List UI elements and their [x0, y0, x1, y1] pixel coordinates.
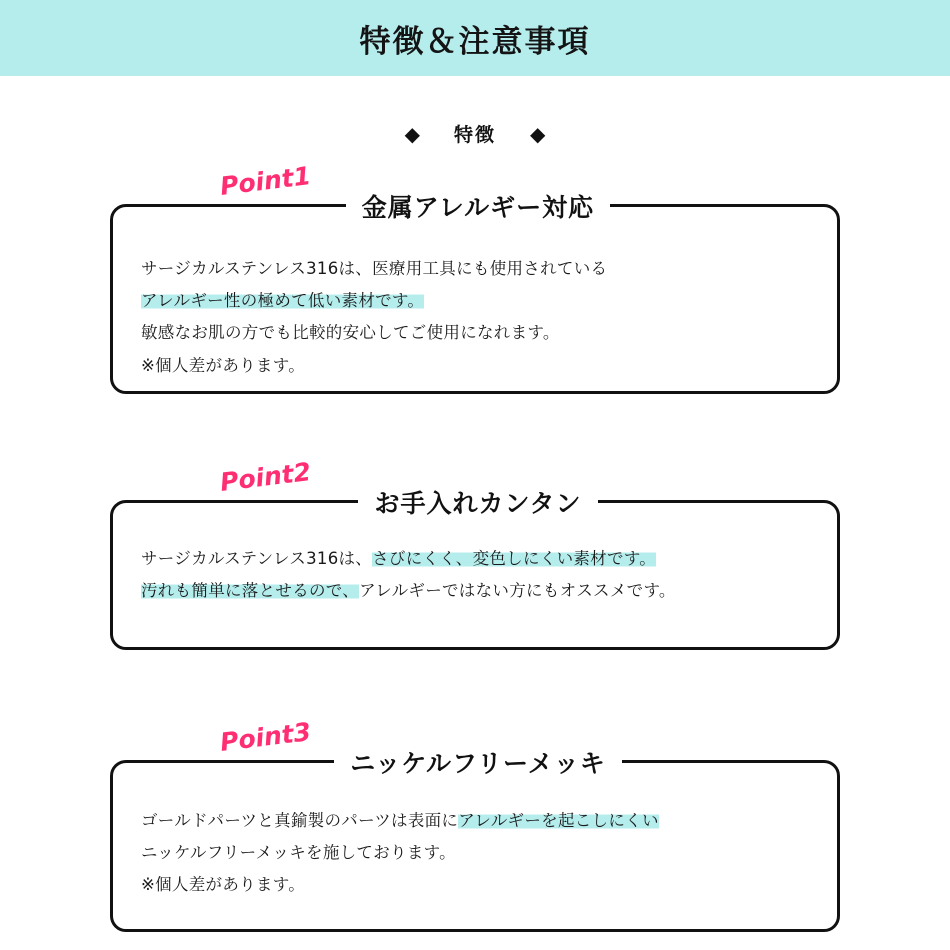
- diamond-right-icon: ◆: [530, 121, 546, 146]
- body-line: [141, 317, 809, 349]
- point-card-1: [110, 193, 840, 394]
- point-card-body-1: [113, 207, 837, 382]
- section-heading: [0, 120, 950, 147]
- point-card-body-3: [113, 763, 837, 902]
- page-title: 特徴＆注意事項: [359, 23, 591, 60]
- point-card-title-3: ニッケルフリーメッキ: [334, 744, 622, 780]
- body-text-plain: ゴールドパーツと真鍮製のパーツは表面に: [141, 811, 459, 830]
- point-card-title-1: 金属アレルギー対応: [346, 188, 610, 224]
- body-text-plain: ※個人差があります。: [141, 875, 306, 895]
- point-card-title-2: お手入れカンタン: [358, 484, 597, 520]
- body-line: [141, 575, 809, 607]
- point-badge-1: Point1: [218, 161, 313, 201]
- point-badge-3: Point3: [218, 717, 313, 757]
- body-text-plain: ※個人差があります。: [141, 355, 306, 375]
- body-text-highlight: アレルギー性の極めて低い素材です。: [141, 291, 425, 311]
- body-text-plain: 敏感なお肌の方でも比較的安心してご使用になれます。: [141, 323, 560, 343]
- body-line: [141, 837, 809, 869]
- body-line: [141, 285, 809, 317]
- body-text-plain: アレルギーではない方にもオススメです。: [359, 581, 676, 601]
- point-card-3: [110, 749, 840, 932]
- body-line: [141, 869, 809, 901]
- body-text-plain: サージカルステンレス316は、: [141, 549, 373, 568]
- header-banner: [0, 0, 950, 76]
- body-text-highlight: さびにくく、変色しにくい素材です。: [372, 549, 657, 568]
- body-line: [141, 350, 809, 382]
- body-text-plain: サージカルステンレス316は、医療用工具にも使用されている: [141, 259, 608, 278]
- body-text-highlight: 汚れも簡単に落とせるので、: [141, 581, 360, 601]
- point-badge-2: Point2: [218, 457, 313, 497]
- diamond-left-icon: ◆: [404, 121, 420, 146]
- body-text-highlight: アレルギーを起こしにくい: [458, 811, 659, 830]
- body-line: [141, 805, 809, 837]
- body-text-plain: ニッケルフリーメッキを施しております。: [141, 843, 456, 863]
- body-line: [141, 543, 809, 575]
- body-line: [141, 253, 809, 285]
- point-card-2: [110, 489, 840, 650]
- section-heading-label: 特徴: [453, 124, 496, 146]
